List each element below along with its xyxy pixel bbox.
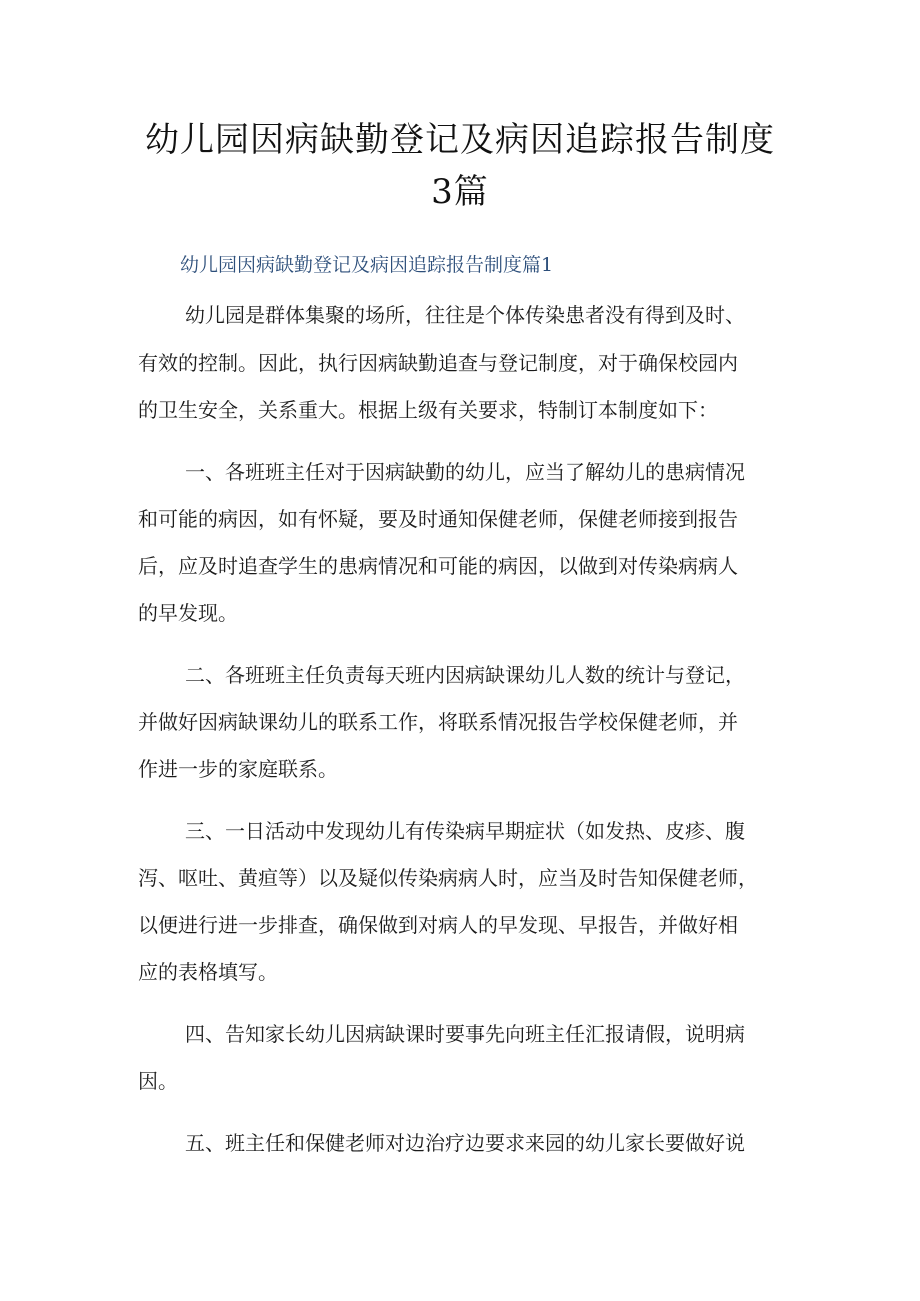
paragraph-line: 后，应及时追查学生的患病情况和可能的病因，以做到对传染病病人 xyxy=(138,554,738,578)
paragraph-line: 五、班主任和保健老师对边治疗边要求来园的幼儿家长要做好说 xyxy=(185,1131,745,1155)
paragraph-line: 的早发现。 xyxy=(138,601,238,625)
paragraph-line: 一、各班班主任对于因病缺勤的幼儿，应当了解幼儿的患病情况 xyxy=(185,460,745,484)
paragraph-line: 作进一步的家庭联系。 xyxy=(138,757,338,781)
paragraph-line: 幼儿园是群体集聚的场所，往往是个体传染患者没有得到及时、 xyxy=(185,303,745,327)
paragraph-line: 二、各班班主任负责每天班内因病缺课幼儿人数的统计与登记， xyxy=(185,663,745,687)
paragraph-line: 应的表格填写。 xyxy=(138,960,278,984)
paragraph-line: 的卫生安全，关系重大。根据上级有关要求，特制订本制度如下： xyxy=(138,398,718,422)
document-title-line-1: 幼儿园因病缺勤登记及病因追踪报告制度 xyxy=(145,120,775,160)
section-heading: 幼儿园因病缺勤登记及病因追踪报告制度篇1 xyxy=(180,254,554,276)
paragraph-line: 有效的控制。因此，执行因病缺勤追查与登记制度，对于确保校园内 xyxy=(138,351,738,375)
paragraph-line: 泻、呕吐、黄疸等）以及疑似传染病病人时，应当及时告知保健老师， xyxy=(138,866,758,890)
paragraph-line: 和可能的病因，如有怀疑，要及时通知保健老师，保健老师接到报告 xyxy=(138,507,738,531)
paragraph-line: 三、一日活动中发现幼儿有传染病早期症状（如发热、皮疹、腹 xyxy=(185,819,745,843)
paragraph-line: 并做好因病缺课幼儿的联系工作，将联系情况报告学校保健老师，并 xyxy=(138,710,738,734)
paragraph-line: 因。 xyxy=(138,1069,178,1093)
paragraph-line: 以便进行进一步排查，确保做到对病人的早发现、早报告，并做好相 xyxy=(138,913,738,937)
paragraph-line: 四、告知家长幼儿因病缺课时要事先向班主任汇报请假，说明病 xyxy=(185,1022,745,1046)
document-title-line-2: 3篇 xyxy=(431,172,489,212)
